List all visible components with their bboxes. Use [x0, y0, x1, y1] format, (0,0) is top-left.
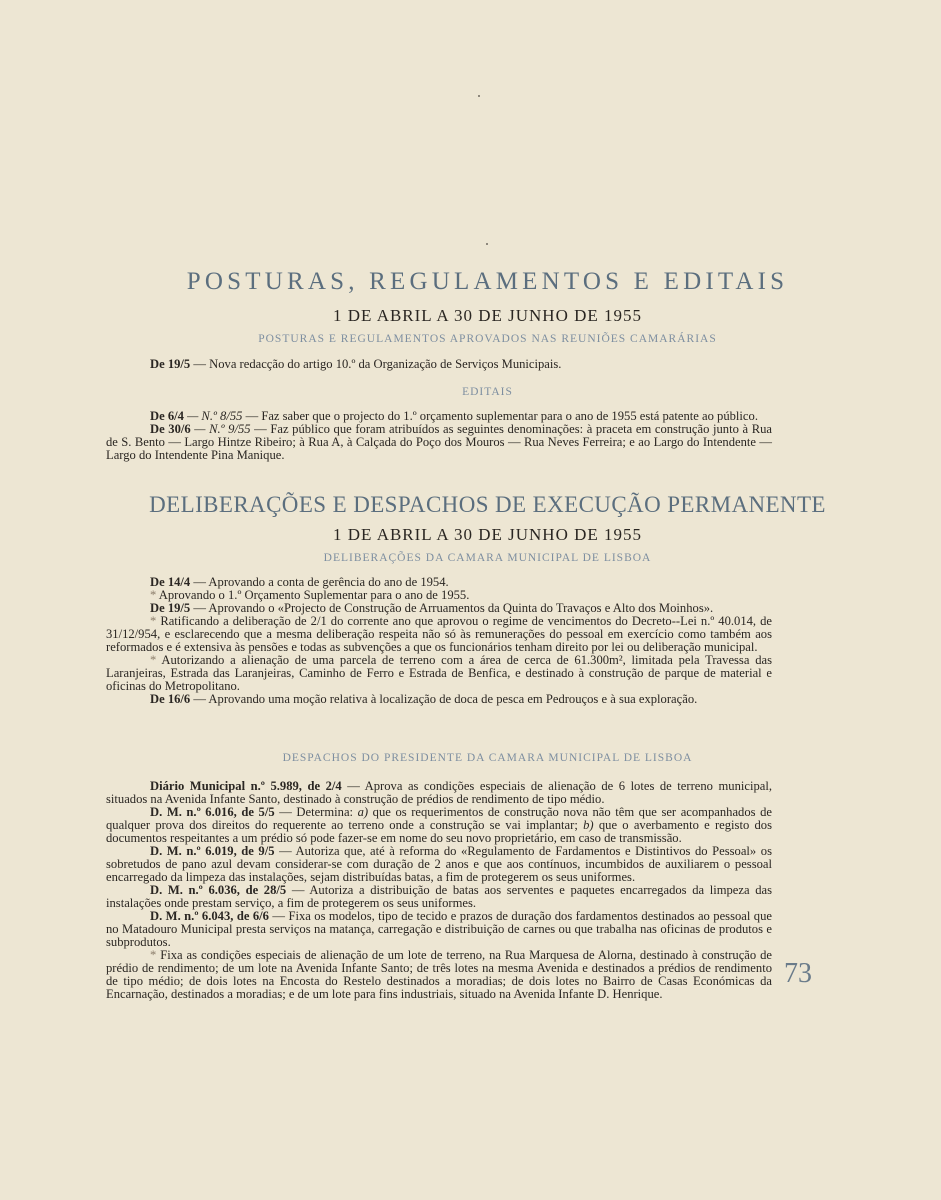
entry-date: De 30/6: [150, 422, 191, 436]
asterisk-marker: *: [150, 588, 157, 602]
entry-text: Autorizando a alienação de uma parcela de terreno com a área de cerca de 61.300m², limitada pela Travessa das Laranjeiras, Estrada das Laranjeiras, Caminho de Ferro e Estrada de Benfica, e destinado à construção de parque de material e oficinas do Metropolitano.: [106, 653, 772, 693]
despacho-item: [106, 949, 772, 1001]
entry-text: que os requerimentos de construção nova não têm que ser acompanhados de qualquer prova dos direitos do requerente ao terreno onde a construção se vai implantar;: [106, 805, 772, 832]
entry-date: De 16/6: [150, 692, 191, 706]
entry-text: que o averbamento e registo dos documentos respeitantes a um prédio só pode fazer-se em nome do seu novo proprietário, em caso de transmissão.: [106, 818, 772, 845]
subheading-posturas-regulamentos: POSTURAS E REGULAMENTOS APROVADOS NAS REUNIÕES CAMARÁRIAS: [258, 333, 717, 345]
deliberacoes-list: [106, 576, 772, 706]
posturas-entry: [106, 358, 772, 371]
item-marker: a): [357, 805, 369, 819]
entry-reference: D. M. n.º 6.043, de 6/6: [150, 909, 269, 923]
entry-text: — Faz saber que o projecto do 1.º orçamento suplementar para o ano de 1955 está patente ao público.: [242, 409, 758, 423]
entry-date: De 14/4: [150, 575, 191, 589]
entry-date: De 19/5: [150, 357, 191, 371]
entry-reference: D. M. n.º 6.016, de 5/5: [150, 805, 275, 819]
entry-text: — Nova redacção do artigo 10.º da Organização de Serviços Municipais.: [190, 357, 562, 371]
entry-text: — Aprovando o «Projecto de Construção de Arruamentos da Quinta do Travaços e Alto dos Moinhos».: [190, 601, 714, 615]
entry-reference: D. M. n.º 6.019, de 9/5: [150, 844, 275, 858]
despacho-item: [106, 884, 772, 910]
despacho-item: [106, 780, 772, 806]
entry-text: — Aprovando uma moção relativa à localização de doca de pesca em Pedrouços e à sua exploração.: [190, 692, 698, 706]
entry-text: Fixa as condições especiais de alienação de um lote de terreno, na Rua Marquesa de Alorna, destinado à construção de prédio de rendimento; de um lote na Avenida Infante Santo; de três lotes na mesma Avenida e destinados a prédios de rendimento de tipo médio; de dois lotes na Encosta do Restelo destinados a moradias; de dois lotes no Bairro de Casas Económicas da Encarnação, destinados a moradias; e de um lote para fins industriais, situado na Avenida Infante D. Henrique.: [106, 948, 772, 1001]
asterisk-marker: *: [150, 653, 157, 667]
subheading-despachos: DESPACHOS DO PRESIDENTE DA CAMARA MUNICIPAL DE LISBOA: [282, 752, 693, 764]
asterisk-marker: *: [150, 948, 157, 962]
asterisk-marker: *: [150, 614, 157, 628]
edital-number: — N.º 8/55: [183, 409, 243, 423]
section-title-posturas: POSTURAS, REGULAMENTOS E EDITAIS: [186, 268, 789, 295]
page-number: 73: [784, 958, 812, 989]
entry-text: Aprovando o 1.º Orçamento Suplementar para o ano de 1955.: [156, 588, 470, 602]
despachos-list: [106, 780, 772, 1001]
subheading-deliberacoes: DELIBERAÇÕES DA CAMARA MUNICIPAL DE LISBOA: [323, 552, 652, 564]
deliberacao-item: [106, 615, 772, 654]
entry-text: — Autoriza a distribuição de batas aos serventes e paquetes encarregados da limpeza das instalações onde prestam serviço, a fim de protegerem os seus uniformes.: [106, 883, 772, 910]
posturas-entries: [106, 358, 772, 371]
section-date-deliberacoes: 1 DE ABRIL A 30 DE JUNHO DE 1955: [332, 525, 643, 544]
item-marker: b): [583, 818, 594, 832]
subheading-editais: EDITAIS: [462, 386, 513, 398]
entry-reference: Diário Municipal n.º 5.989, de 2/4: [150, 779, 342, 793]
editais-list: [106, 410, 772, 462]
entry-text: Ratificando a deliberação de 2/1 do corrente ano que aprovou o regime de vencimentos do Decreto--Lei n.º 40.014, de 31/12/954, e esclarecendo que a mesma deliberação respeita não só às remunerações do pessoal em exercício como também aos reformados e é extensiva às pensões e todas as subvenções a que os funcionários tenham direito por lei ou deliberação municipal.: [106, 614, 772, 654]
entry-text: — Faz público que foram atribuídos as seguintes denominações: à praceta em construção junto à Rua de S. Bento — Largo Hintze Ribeiro; à Rua A, à Calçada do Poço dos Mouros — Rua Neves Ferreira; e ao Largo do Intendente — Largo do Intendente Pina Manique.: [106, 422, 772, 462]
entry-date: De 19/5: [150, 601, 191, 615]
entry-text: — Aprovando a conta de gerência do ano de 1954.: [190, 575, 449, 589]
despacho-item: [106, 806, 772, 845]
deliberacao-item: [106, 693, 772, 706]
section-title-deliberacoes: DELIBERAÇÕES E DESPACHOS DE EXECUÇÃO PERMANENTE: [149, 492, 826, 517]
entry-text: — Determina:: [274, 805, 358, 819]
entry-date: De 6/4: [150, 409, 184, 423]
entry-text: — Autoriza que, até à reforma do «Regulamento de Fardamentos e Distintivos do Pessoal» os sobretudos de pano azul devam considerar-se com duração de 2 anos e que aos contínuos, incumbidos de auxiliarem o pessoal encarregado da limpeza das instalações, sejam distribuídas batas, a fim de protegerem os seus uniformes.: [106, 844, 772, 884]
edital-number: — N.º 9/55: [190, 422, 251, 436]
speck: [486, 243, 488, 245]
despacho-item: [106, 845, 772, 884]
section-date-posturas: 1 DE ABRIL A 30 DE JUNHO DE 1955: [332, 306, 643, 325]
speck: [478, 95, 480, 97]
entry-text: — Fixa os modelos, tipo de tecido e prazos de duração dos fardamentos destinados ao pessoal que no Matadouro Municipal presta serviços na matança, carregação e distribuição de carnes ou que trabalha nas oficinas de produtos e subprodutos.: [106, 909, 772, 949]
deliberacao-item: [106, 654, 772, 693]
despacho-item: [106, 910, 772, 949]
entry-text: — Aprova as condições especiais de alienação de 6 lotes de terreno municipal, situados na Avenida Infante Santo, destinado à construção de prédios de rendimento de tipo médio.: [106, 779, 772, 806]
edital-item: [106, 423, 772, 462]
entry-reference: D. M. n.º 6.036, de 28/5: [150, 883, 287, 897]
